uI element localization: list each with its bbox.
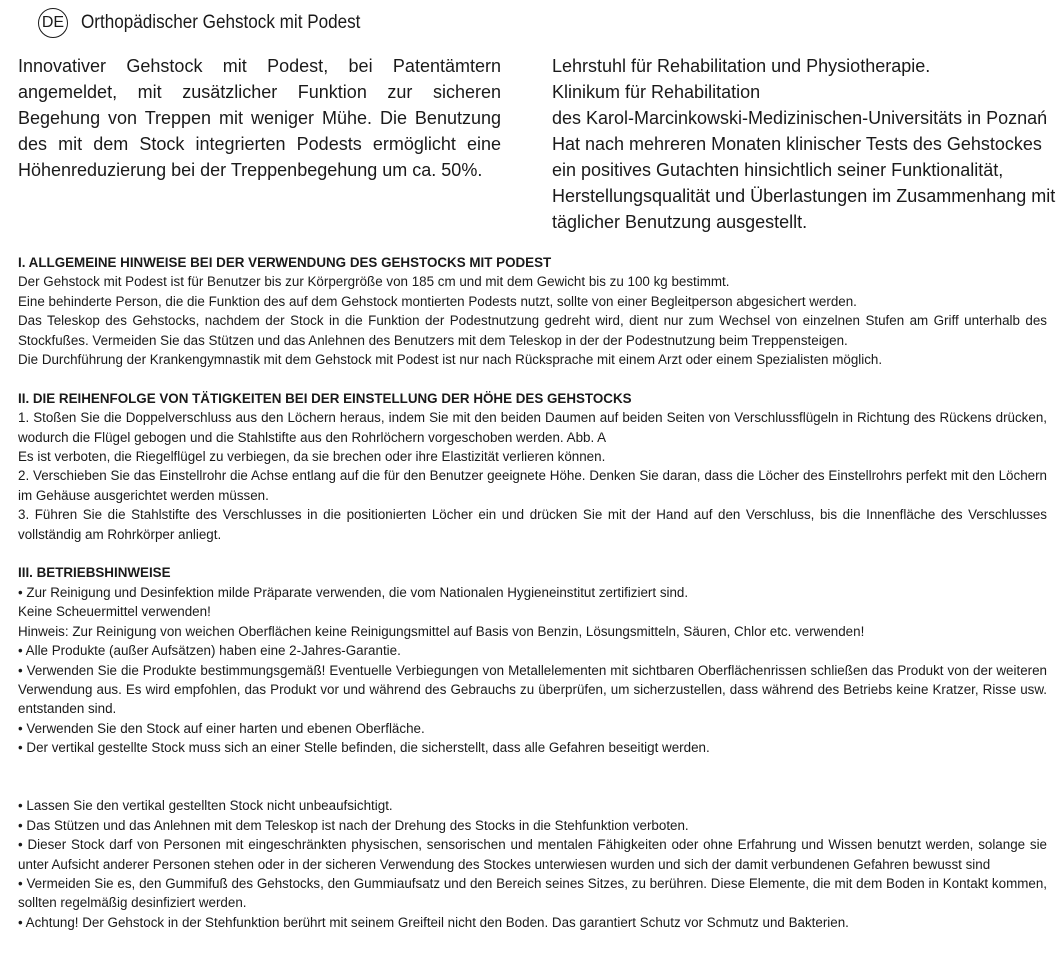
section-heading: I. ALLGEMEINE HINWEISE BEI DER VERWENDUNG DES GEHSTOCKS MIT PODEST xyxy=(18,255,552,270)
cert-line: Hat nach mehreren Monaten klinischer Tests des Gehstockes xyxy=(552,134,1042,154)
paragraph: 3. Führen Sie die Stahlstifte des Verschlusses in die positionierten Löcher ein und drücken Sie mit der Hand auf den Verschluss, bis die Innenfläche des Verschlusses vollständig am Rohrkörper anliegt. xyxy=(18,507,1047,542)
cert-line: Herstellungsqualität und Überlastungen im Zusammenhang mit xyxy=(552,186,1056,206)
list-item: • Der vertikal gestellte Stock muss sich an einer Stelle befinden, die sicherstellt, dass alle Gefahren beseitigt werden. xyxy=(18,740,710,756)
document-title: Orthopädischer Gehstock mit Podest xyxy=(81,12,361,33)
paragraph: Der Gehstock mit Podest ist für Benutzer bis zur Körpergröße von 185 cm und mit dem Gewicht bis zu 100 kg bestimmt. xyxy=(18,274,730,290)
cert-line: Klinikum für Rehabilitation xyxy=(552,82,761,102)
list-item: Keine Scheuermittel verwenden! xyxy=(18,604,211,620)
section-heading: III. BETRIEBSHINWEISE xyxy=(18,565,171,581)
cert-line: des Karol-Marcinkowski-Medizinischen-Universitäts in Poznań xyxy=(552,108,1048,128)
paragraph: Die Durchführung der Krankengymnastik mit dem Gehstock mit Podest ist nur nach Rücksprache mit einem Arzt oder einem Spezialisten möglich. xyxy=(18,352,883,368)
list-item: • Dieser Stock darf von Personen mit eingeschränkten physischen, sensorischen und mentalen Fähigkeiten oder ohne Erfahrung und Wissen benutzt werden, solange sie unter Aufsicht anderer Personen stehen oder in der sicheren Verwendung des Stockes unterwiesen wurden und sich der damit verbundenen Gefahren bewusst sind xyxy=(18,837,1047,872)
section-heading: II. DIE REIHENFOLGE VON TÄTIGKEITEN BEI DER EINSTELLUNG DER HÖHE DES GEHSTOCKS xyxy=(18,390,632,406)
paragraph: Es ist verboten, die Riegelflügel zu verbiegen, da sie brechen oder ihre Elastizität verlieren können. xyxy=(18,449,606,465)
list-item: • Lassen Sie den vertikal gestellten Stock nicht unbeaufsichtigt. xyxy=(18,798,393,814)
cert-line: Lehrstuhl für Rehabilitation und Physiotherapie. xyxy=(552,56,931,76)
list-item: Hinweis: Zur Reinigung von weichen Oberflächen keine Reinigungsmittel auf Basis von Benzin, Lösungsmitteln, Säuren, Chlor etc. verwenden! xyxy=(18,623,865,639)
document-header xyxy=(38,8,391,38)
list-item: • Vermeiden Sie es, den Gummifuß des Gehstocks, den Gummiaufsatz und den Bereich seines Sitzes, zu berühren. Diese Elemente, die mit dem Boden in Kontakt kommen, sollten regelmäßig desinfiziert werden. xyxy=(18,875,1047,911)
list-item: • Zur Reinigung und Desinfektion milde Präparate verwenden, die vom Nationalen Hygieneinstitut zertifiziert sind. xyxy=(18,584,689,600)
section-operating-notes xyxy=(18,563,1047,932)
cert-line: täglicher Benutzung ausgestellt. xyxy=(552,212,808,232)
certification-note xyxy=(552,53,1057,235)
language-badge: DE xyxy=(38,8,68,38)
section-general-notes xyxy=(18,253,1047,369)
paragraph: 1. Stoßen Sie die Doppelverschluss aus den Löchern heraus, indem Sie mit den beiden Daumen auf beiden Seiten von Verschlussflügeln in Richtung des Rückens drücken, wodurch die Flügel gebogen und die Stahlstifte aus den Rohrlöchern vorgeschoben werden. Abb. A xyxy=(18,410,1047,445)
spacer xyxy=(18,758,1047,797)
intro-description xyxy=(18,53,501,183)
list-item: • Achtung! Der Gehstock in der Stehfunktion berührt mit seinem Greifteil nicht den Boden. Das garantiert Schutz vor Schmutz und Bakterien. xyxy=(18,914,849,930)
paragraph: 2. Verschieben Sie das Einstellrohr die Achse entlang auf die für den Benutzer geeignete Höhe. Denken Sie daran, dass die Löcher des Einstellrohrs perfekt mit den Löchern im Gehäuse ausgerichtet werden müssen. xyxy=(18,468,1047,503)
list-item: • Alle Produkte (außer Aufsätzen) haben eine 2-Jahres-Garantie. xyxy=(18,643,401,659)
list-item: • Verwenden Sie den Stock auf einer harten und ebenen Oberfläche. xyxy=(18,720,425,736)
section-height-adjustment xyxy=(18,389,1047,544)
cert-line: ein positives Gutachten hinsichtlich seiner Funktionalität, xyxy=(552,160,1004,180)
list-item: • Verwenden Sie die Produkte bestimmungsgemäß! Eventuelle Verbiegungen von Metallelementen mit sichtbaren Oberflächenrissen schließen das Produkt von der weiteren Verwendung aus. Es wird empfohlen, das Produkt vor und während des Gebrauchs zu überprüfen, um sicherzustellen, dass während des Betriebs keine Kratzer, Risse usw. entstanden sind. xyxy=(18,662,1047,717)
instructions-body xyxy=(18,253,1047,932)
intro-description-text: Innovativer Gehstock mit Podest, bei Patentämtern angemeldet, mit zusätzlicher Funktion zur sicheren Begehung von Treppen mit weniger Mühe. Die Benutzung des mit dem Stock integrierten Podests ermöglicht eine Höhenreduzierung bei der Treppenbegehung um ca. 50%. xyxy=(18,56,501,180)
list-item: • Das Stützen und das Anlehnen mit dem Teleskop ist nach der Drehung des Stocks in die Stehfunktion verboten. xyxy=(18,817,689,833)
paragraph: Eine behinderte Person, die die Funktion des auf dem Gehstock montierten Podests nutzt, sollte von einer Begleitperson abgesichert werden. xyxy=(18,293,857,309)
paragraph: Das Teleskop des Gehstocks, nachdem der Stock in die Funktion der Podestnutzung gedreht wird, dient nur zum Wechsel von einzelnen Stufen am Griff unterhalb des Stockfußes. Vermeiden Sie das Stützen und das Anlehnen des Benutzers mit dem Teleskop in der der Podestnutzung beim Treppensteigen. xyxy=(18,313,1047,348)
